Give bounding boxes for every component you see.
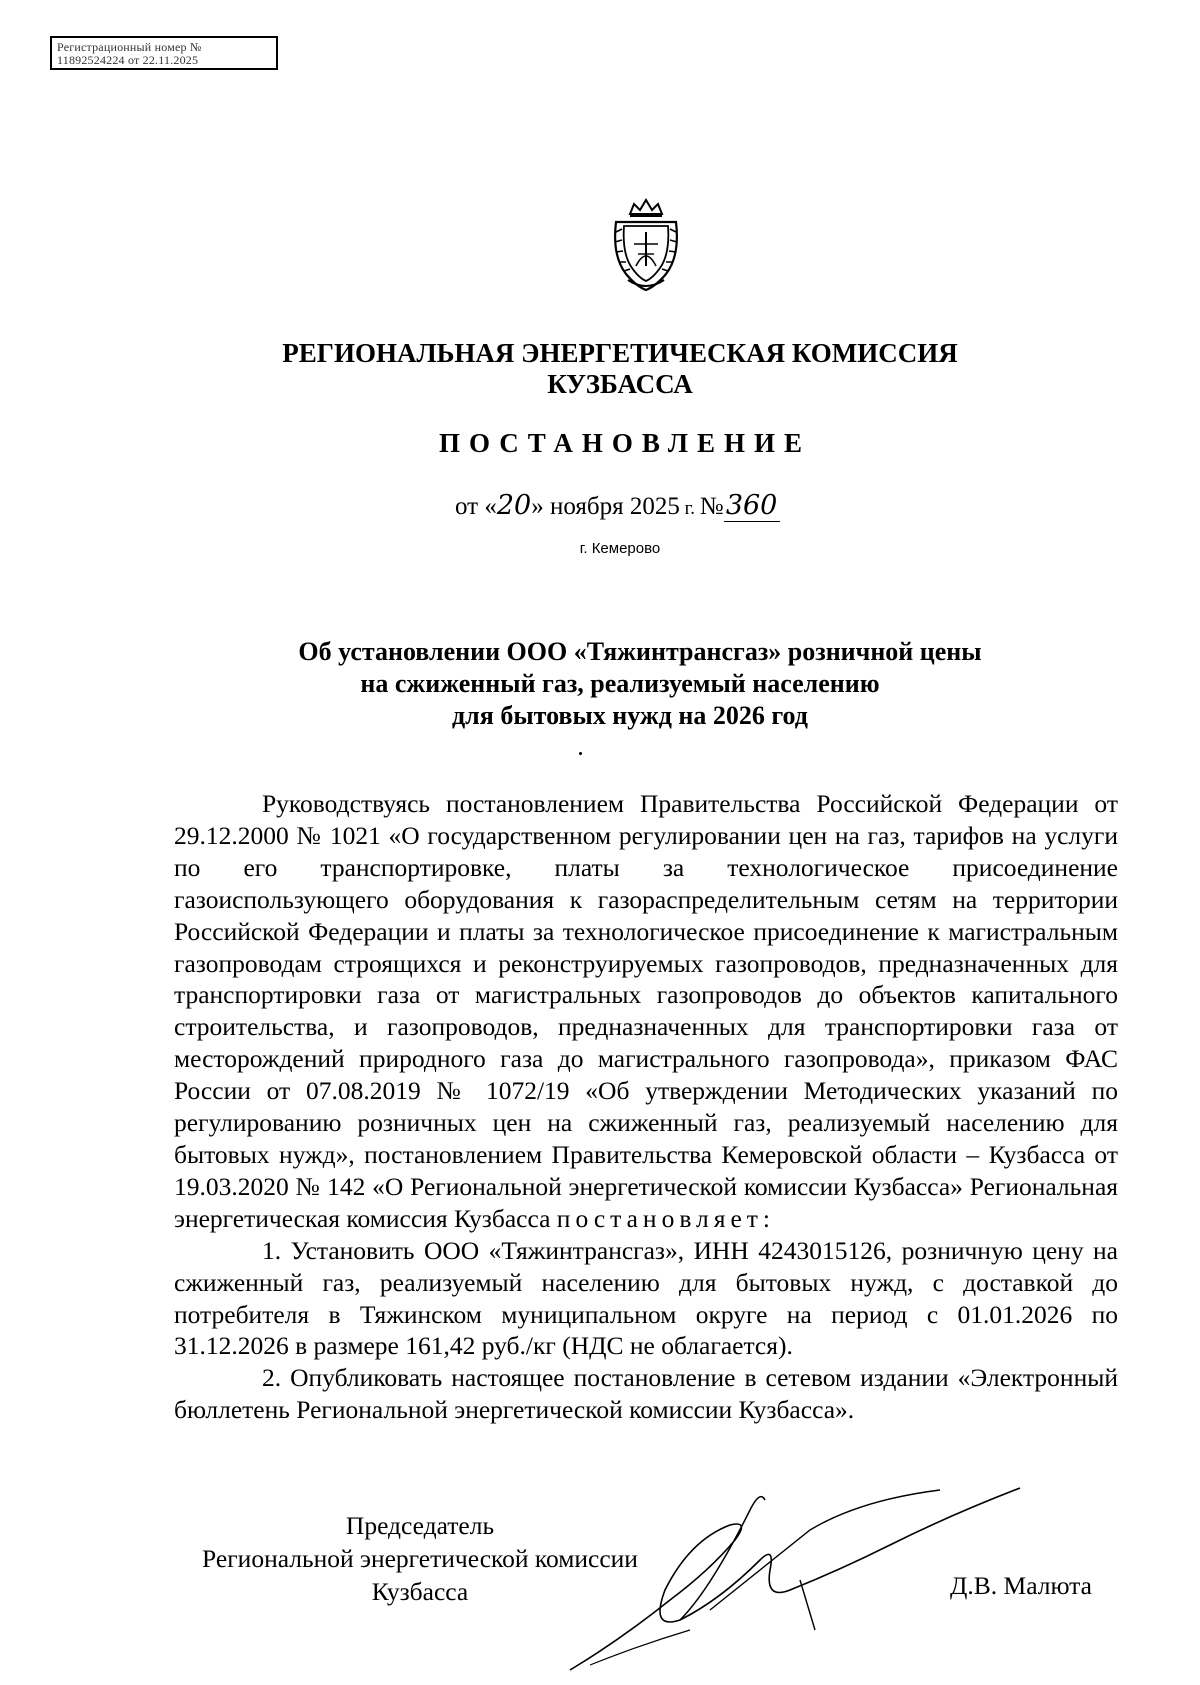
preamble-paragraph [174, 788, 1118, 1235]
signatory-line-2: Региональной энергетической комиссии [202, 1544, 638, 1573]
registration-line-2: 11892524224 от 22.11.2025 [57, 53, 199, 67]
resolves-word: постановляет: [556, 1203, 776, 1233]
registration-line-1: Регистрационный номер № [57, 40, 202, 54]
organization-name-line-2: КУЗБАССА [547, 369, 693, 399]
date-year-abbr: г. [679, 498, 700, 519]
document-title-line-3: для бытовых нужд на 2026 год [452, 701, 808, 730]
signatory-name: Д.В. Малюта [950, 1571, 1092, 1600]
stray-dot [579, 752, 582, 755]
document-body [174, 788, 1118, 1426]
document-title-line-1: Об установлении ООО «Тяжинтрансгаз» розничной цены [298, 637, 982, 666]
number-sign: № [699, 493, 724, 520]
clause-2: 2. Опубликовать настоящее постановление в сетевом издании «Электронный бюллетень Региональной энергетической комиссии Кузбасса». [174, 1363, 1118, 1425]
signatory-line-3: Кузбасса [371, 1577, 469, 1606]
date-prefix: от « [455, 493, 497, 520]
date-line [455, 490, 780, 522]
registration-stamp [50, 36, 278, 70]
organization-name-line-1: РЕГИОНАЛЬНАЯ ЭНЕРГЕТИЧЕСКАЯ КОМИССИЯ [282, 338, 958, 368]
clause-1: 1. Установить ООО «Тяжинтрансгаз», ИНН 4243015126, розничную цену на сжиженный газ, реализуемый населению для бытовых нужд, с доставкой до потребителя в Тяжинском муниципальном округе на период с 01.01.2026 по 31.12.2026 в размере 161,42 руб./кг (НДС не облагается). [174, 1235, 1118, 1361]
city: г. Кемерово [579, 540, 661, 557]
document-type: ПОСТАНОВЛЕНИЕ [438, 428, 812, 458]
document-title-line-2: на сжиженный газ, реализуемый населению [360, 669, 880, 698]
preamble-text: Руководствуясь постановлением Правительства Российской Федерации от 29.12.2000 № 1021 «О государственном регулировании цен на газ, тарифов на услуги по его транспортировке, платы за технологическое присоединение газоиспользующего оборудования к газораспределительным сетям на территории Российской Федерации и платы за технологическое присоединение к магистральным газопроводам строящихся и реконструируемых газопроводов, предназначенных для транспортировки газа от магистральных газопроводов до объектов капитального строительства, и газопроводов, предназначенных для транспортировки газа от месторождений природного газа до магистрального газопровода», приказом ФАС России от 07.08.2019 № 1072/19 «Об утверждении Методических указаний по регулированию розничных цен на сжиженный газ, реализуемый населению для бытовых нужд», постановлением Правительства Кемеровской области – Кузбасса от 19.03.2020 № 142 «О Региональной энергетической комиссии Кузбасса» Региональная энергетическая комиссия Кузбасса [174, 789, 1118, 1233]
signatory-line-1: Председатель [345, 1511, 495, 1540]
date-month-year: » ноября 2025 [531, 493, 680, 520]
kuzbass-coat-of-arms-icon [604, 196, 688, 294]
document-number: 360 [724, 490, 780, 522]
date-day: 20 [496, 490, 532, 521]
